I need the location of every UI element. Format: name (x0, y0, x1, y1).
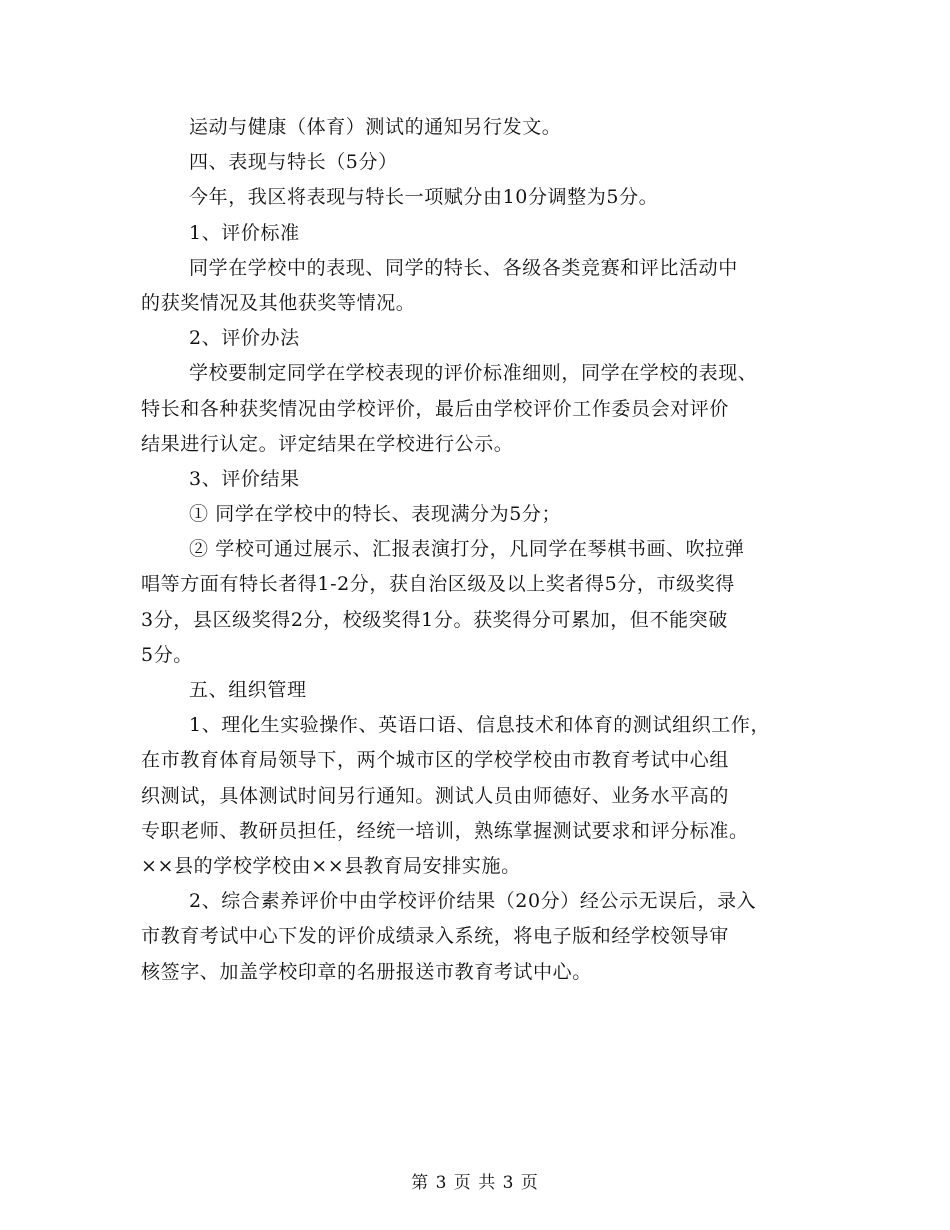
document-body (141, 110, 821, 990)
paragraph-line: 运动与健康（体育）测试的通知另行发文。 (189, 116, 562, 138)
paragraph-line: 结果进行认定。评定结果在学校进行公示。 (141, 432, 514, 455)
paragraph-line: 在市教育体育局领导下，两个城市区的学校学校由市教育考试中心组 (141, 749, 730, 772)
section-heading: 五、组织管理 (189, 679, 307, 701)
paragraph-line: 专职老师、教研员担任，经统一培训，熟练掌握测试要求和评分标准。 (141, 819, 749, 842)
subsection-heading: 3、评价结果 (189, 467, 300, 490)
list-item: ① 同学在学校中的特长、表现满分为5分； (189, 503, 562, 526)
paragraph-line: 今年，我区将表现与特长一项赋分由10分调整为5分。 (189, 186, 659, 209)
list-item: ② 学校可通过展示、汇报表演打分，凡同学在琴棋书画、吹拉弹 (189, 538, 745, 561)
paragraph-line: 的获奖情况及其他获奖等情况。 (141, 291, 416, 314)
paragraph-line: 同学在学校中的表现、同学的特长、各级各类竞赛和评比活动中 (189, 256, 738, 279)
paragraph-line: 唱等方面有特长者得1-2分，获自治区级及以上奖者得5分，市级奖得 (141, 573, 735, 596)
page-number-footer: 第 3 页 共 3 页 (411, 1173, 539, 1193)
paragraph-line: 学校要制定同学在学校表现的评价标准细则，同学在学校的表现、 (189, 362, 758, 385)
paragraph-line: 核签字、加盖学校印章的名册报送市教育考试中心。 (141, 960, 592, 983)
paragraph-line: 5分。 (141, 643, 193, 666)
paragraph-line: 特长和各种获奖情况由学校评价，最后由学校评价工作委员会对评价 (141, 397, 730, 420)
paragraph-line: 市教育考试中心下发的评价成绩录入系统，将电子版和经学校领导审 (141, 925, 730, 948)
paragraph-line: ××县的学校学校由××县教育局安排实施。 (141, 854, 521, 877)
section-heading: 四、表现与特长（5分） (189, 151, 398, 174)
paragraph-line: 织测试，具体测试时间另行通知。测试人员由师德好、业务水平高的 (141, 784, 730, 807)
subsection-heading: 1、评价标准 (189, 221, 300, 244)
paragraph-line: 1、理化生实验操作、英语口语、信息技术和体育的测试组织工作， (189, 714, 771, 737)
subsection-heading: 2、评价办法 (189, 327, 300, 350)
paragraph-line: 2、综合素养评价中由学校评价结果（20分）经公示无误后，录入 (189, 890, 757, 913)
paragraph-line: 3分，县区级奖得2分，校级奖得1分。获奖得分可累加，但不能突破 (141, 608, 728, 631)
